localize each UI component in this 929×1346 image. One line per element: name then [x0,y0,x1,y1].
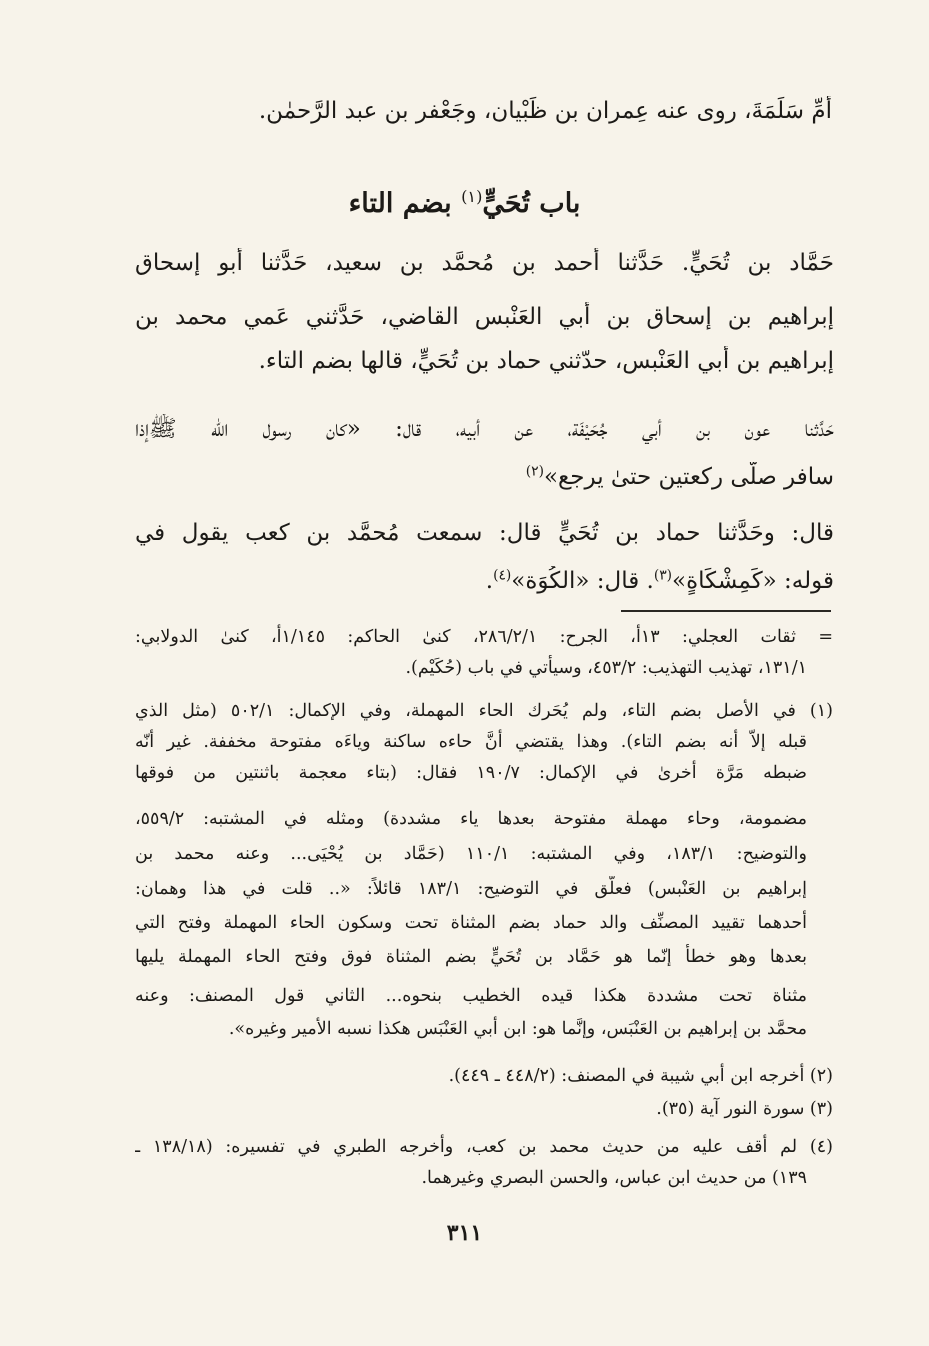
heading-suffix: بضم التاء [348,188,462,219]
paragraph-3-part-1: قوله: «كَمِشْكَاةٍ» [672,568,834,594]
footnote-2-line-1: (٢) أخرجه ابن أبي شيبة في المصنف: (٤٤٨/٢ ـ ٤٤٩). [448,1066,833,1086]
page-number: ٣١١ [446,1220,483,1246]
heading-text: باب تُحَيٍّ [482,188,581,219]
section-heading [0,186,929,222]
footnote-mark-3: (٣) [653,567,673,584]
footnote-1-line-5: والتوضيح: ١٨٣/١، وفي المشتبه: ١١٠/١ (حَمَّاد بن يُحْيَى... وعنه محمد بن [135,844,807,864]
footnote-1-line-10: محمَّد بن إبراهيم بن العَنْبَس، وإنَّما هو: ابن أبي العَنْبَس هكذا نسبه الأمير وغيره». [228,1019,807,1039]
footnote-4-line-1: (٤) لم أقف عليه من حديث محمد بن كعب، وأخرجه الطبري في تفسيره: (١٣٨/١٨ ـ [135,1137,833,1157]
footnote-1-line-9: مثناة تحت مشددة هكذا قيده الخطيب بنحوه... الثاني قول المصنف: وعنه [135,986,807,1006]
paragraph-2-text: سافر صلّى ركعتين حتىٰ يرجع» [543,464,834,490]
footnote-1-line-8: بعدها وهو خطأ إنّما هو حَمَّاد بن تُحَيٍّ بضم المثناة فوق وفتح الحاء المهملة يليها [135,947,807,967]
paragraph-3-line-2 [135,566,834,596]
paragraph-1-line-3: إبراهيم بن أبي العَنْبس، حدّثني حماد بن تُحَيٍّ، قالها بضم التاء. [258,348,834,374]
footnote-1-line-4: مضمومة، وحاء مهملة مفتوحة بعدها ياء مشددة) ومثله في المشتبه: ٥٥٩/٢، [135,809,807,829]
paragraph-2-line-1: حَدَّثنا عون بن أبي جُحَيْفَة، عن أبيه، قال: «كان رسول الله ﷺإذا [135,416,834,442]
paragraph-3-part-3: . [485,568,494,594]
footnote-1-line-7: أحدهما تقييد المصنِّف والد حماد بضم المثناة تحت وسكون الحاء المهملة وفتح التي [135,913,807,933]
footnote-1-line-1: (١) في الأصل بضم التاء، ولم يُحَرك الحاء المهملة، وفي الإكمال: ٥٠٢/١ (مثل الذي [135,701,833,721]
footnote-4-line-2: ١٣٩) من حديث ابن عباس، والحسن البصري وغيرهما. [421,1168,807,1188]
footnote-continued-line-2: ١٣١/١، تهذيب التهذيب: ٤٥٣/٢، وسيأتي في باب (حُكَيْم). [405,658,807,678]
top-line: أُمِّ سَلَمَةَ، روى عنه عِمران بن ظَبْيان، وجَعْفر بن عبد الرَّحمٰن. [258,98,832,124]
footnote-3-line-1: (٣) سورة النور آية (٣٥). [656,1099,833,1119]
paragraph-1-line-1: حَمَّاد بن تُحَيٍّ. حَدَّثنا أحمد بن مُحمَّد بن سعيد، حَدَّثنا أبو إسحاق [135,250,834,276]
paragraph-2-line-2 [135,462,834,492]
footnote-separator [621,610,831,612]
paragraph-1-line-2: إبراهيم بن إسحاق بن أبي العَنْبس القاضي، حَدَّثني عَمي محمد بن [135,304,834,330]
footnote-mark-4: (٤) [493,567,512,584]
footnote-1-line-6: إبراهيم بن العَنْبس) فعلّق في التوضيح: ١٨٣/١ قائلاً: «.. قلت في هذا وهمان: [135,879,807,899]
paragraph-3-line-1: قال: وحَدَّثنا حماد بن تُحَيٍّ قال: سمعت مُحمَّد بن كعب يقول في [135,520,834,546]
footnote-mark-2: (٢) [525,463,544,480]
footnote-continued-line-1: = ثقات العجلي: ١٣أ، الجرح: ٢٨٦/٢/١، كنىٰ الحاكم: ١/١٤٥أ، كنىٰ الدولابي: [135,627,833,647]
footnote-1-line-2: قبله إلاّ أنه بضم التاء). وهذا يقتضي أنَّ حاءه ساكنة وياءَه مفتوحة مخففة. غير أنّه [135,732,807,752]
heading-footnote-mark: (١) [461,187,483,206]
paragraph-3-part-2: . قال: «الكُوَة» [511,568,654,594]
footnote-1-line-3: ضبطه مَرَّة أخرىٰ في الإكمال: ١٩٠/٧ فقال: (بتاء معجمة باثنتين من فوقها [135,763,807,783]
